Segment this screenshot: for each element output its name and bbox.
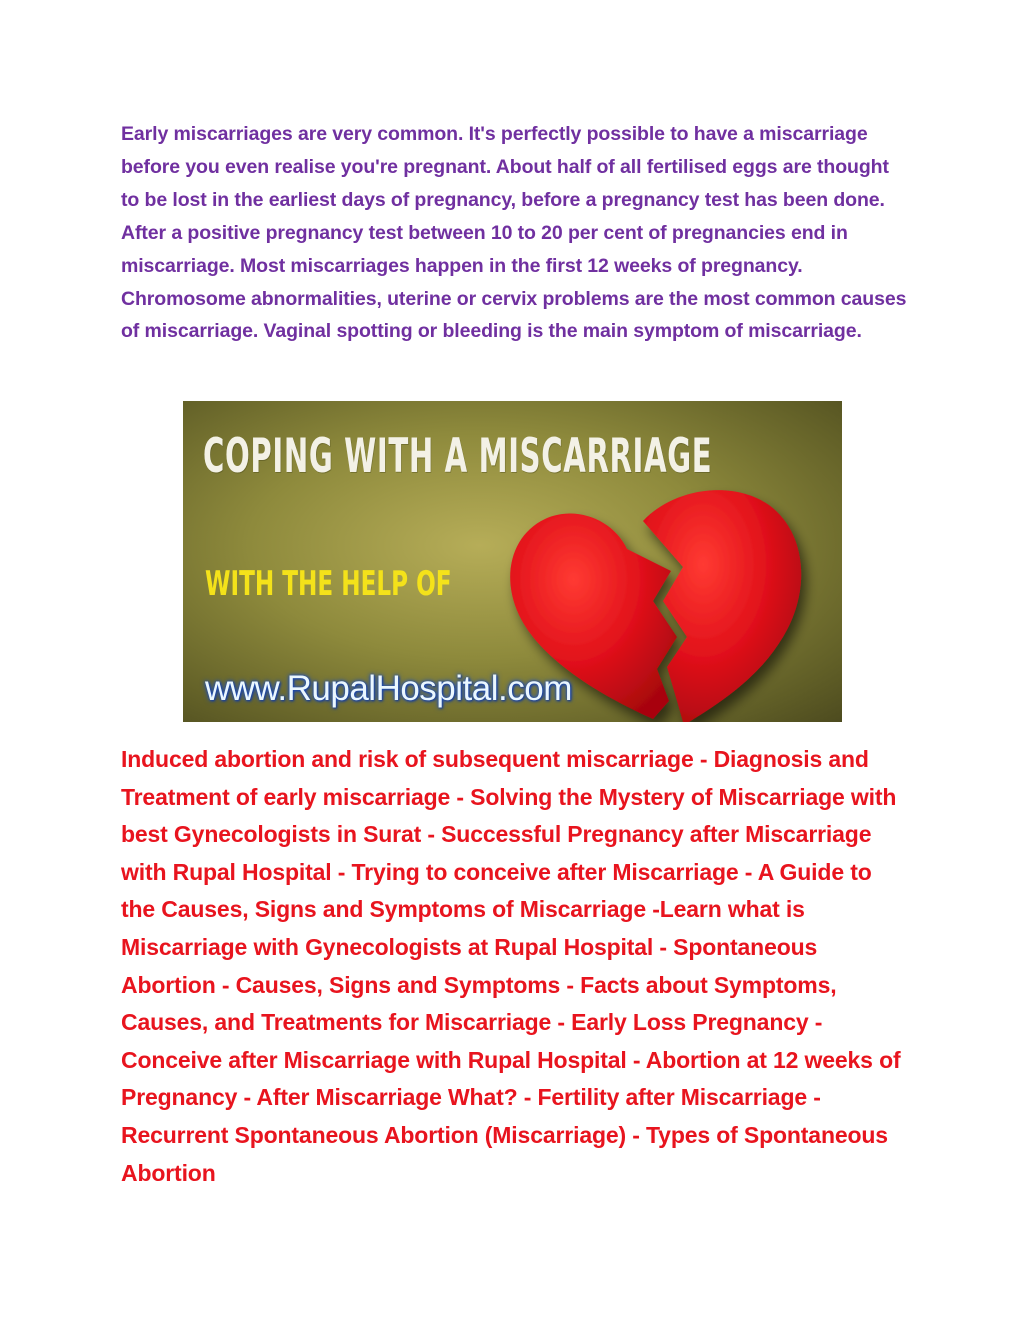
banner-title: COPING WITH A MISCARRIAGE [203,429,713,484]
topics-paragraph: Induced abortion and risk of subsequent miscarriage - Diagnosis and Treatment of early miscarriage - Solving the Mystery of Miscarriage with best Gynecologists in Surat - Successful Pregnancy after Miscarriage with Rupal Hospital - Trying to conceive after Miscarriage - A Guide to the Causes, Signs and Symptoms of Miscarriage -Learn what is Miscarriage with Gynecologists at Rupal Hospital - Spontaneous Abortion - Causes, Signs and Symptoms - Facts about Symptoms, Causes, and Treatments for Miscarriage - Early Loss Pregnancy - Conceive after Miscarriage with Rupal Hospital - Abortion at 12 weeks of Pregnancy - After Miscarriage What? - Fertility after Miscarriage - Recurrent Spontaneous Abortion (Miscarriage) - Types of Spontaneous Abortion [121,746,901,1186]
banner-subtitle: WITH THE HELP OF [205,564,452,604]
intro-paragraph: Early miscarriages are very common. It's perfectly possible to have a miscarriage before you even realise you're pregnant. About half of all fertilised eggs are thought to be lost in the earliest days of pregnancy, before a pregnancy test has been done. After a positive pregnancy test between 10 to 20 per cent of pregnancies end in miscarriage. Most miscarriages happen in the first 12 weeks of pregnancy. Chromosome abnormalities, uterine or cervix problems are the most common causes of miscarriage. Vaginal spotting or bleeding is the main symptom of miscarriage. [121,123,907,343]
coping-banner-image [183,401,842,722]
banner-url: www.RupalHospital.com [205,669,572,708]
